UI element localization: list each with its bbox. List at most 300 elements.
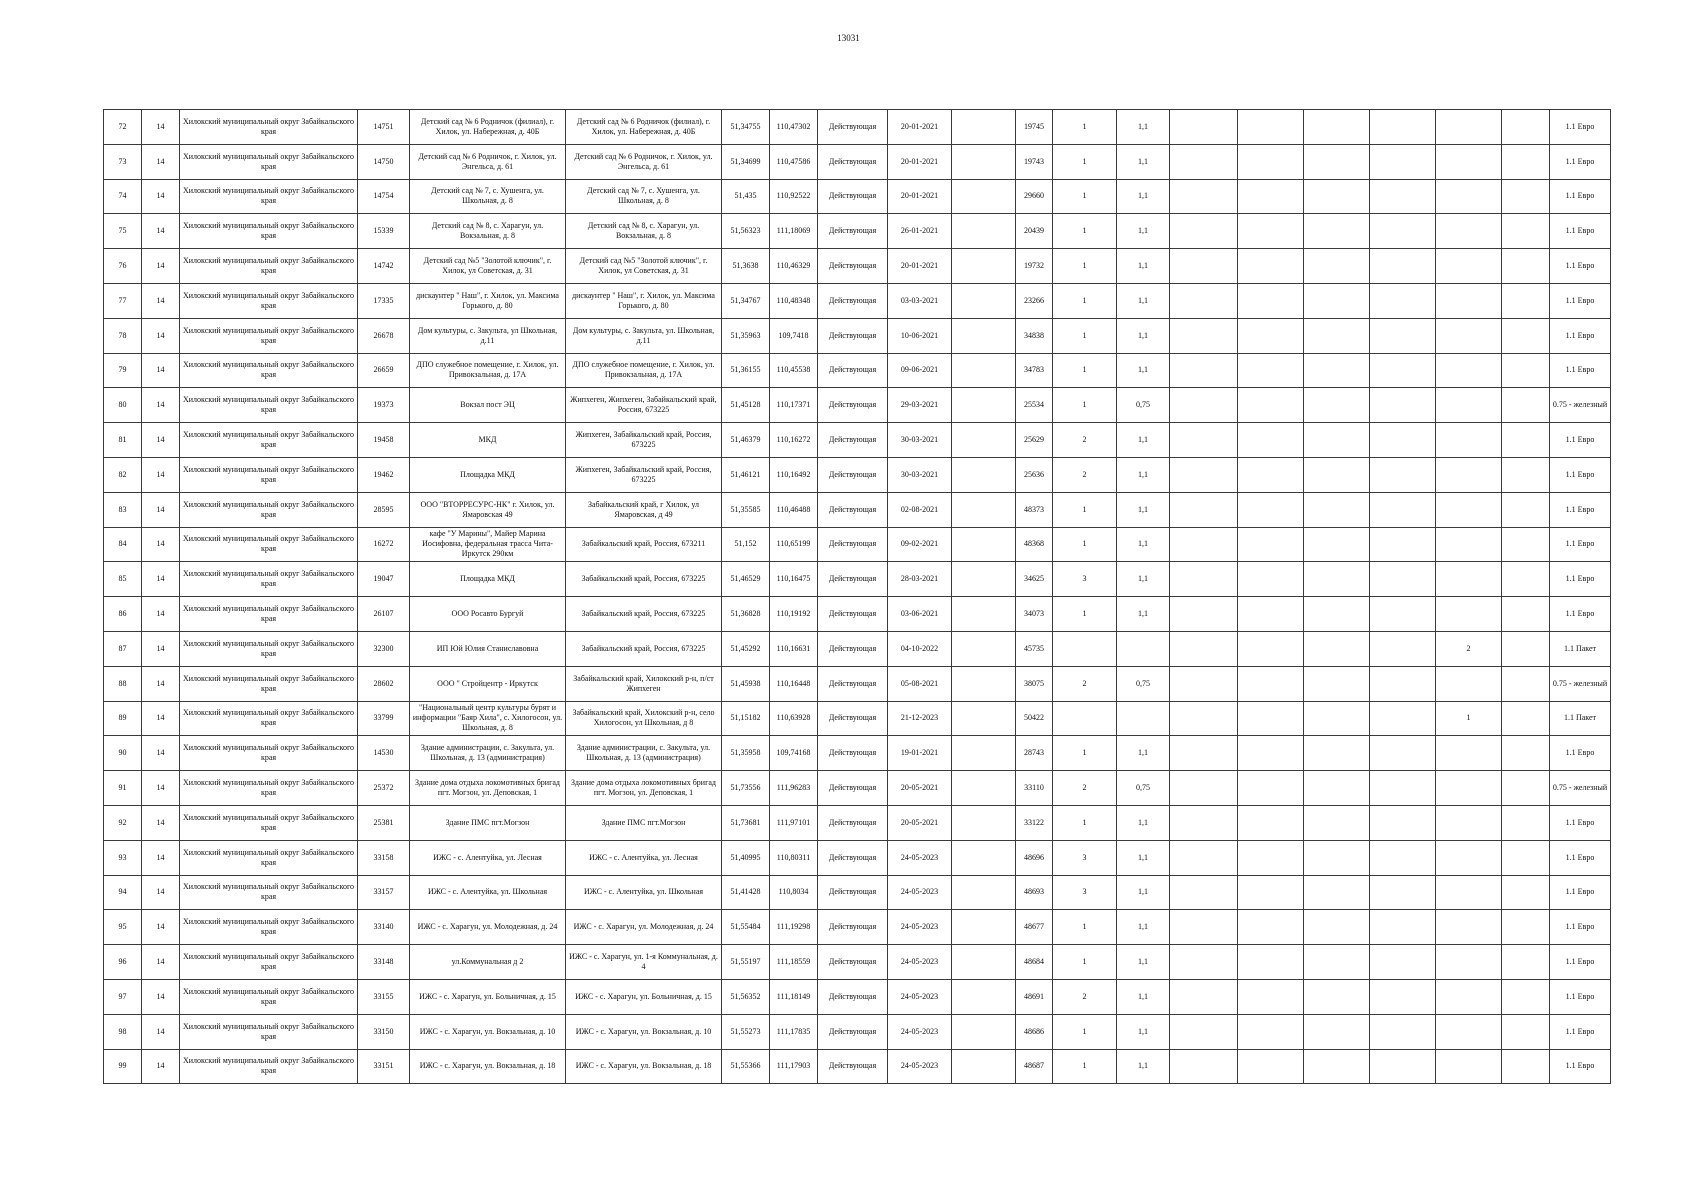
cell-row-number: 76	[104, 249, 142, 284]
table-row	[104, 945, 1611, 980]
cell-empty-cell	[1502, 249, 1550, 284]
registry-body	[104, 110, 1611, 1084]
cell-status: Действующая	[818, 179, 888, 214]
cell-registry-code: 48677	[1016, 910, 1053, 945]
cell-container-count: 2	[1053, 771, 1117, 806]
cell-date: 09-06-2021	[888, 353, 952, 388]
cell-empty-cell	[952, 597, 1016, 632]
cell-empty-cell	[952, 979, 1016, 1014]
cell-empty-cell	[1304, 597, 1370, 632]
cell-longitude: 111,18559	[770, 945, 818, 980]
cell-registry-code: 19732	[1016, 249, 1053, 284]
cell-site-name: Площадка МКД	[410, 457, 566, 492]
cell-empty-cell	[1170, 805, 1238, 840]
table-row	[104, 179, 1611, 214]
cell-district-code: 14	[142, 318, 180, 353]
cell-district-code: 14	[142, 144, 180, 179]
cell-empty-cell	[952, 318, 1016, 353]
cell-status: Действующая	[818, 771, 888, 806]
cell-empty-cell	[1370, 875, 1436, 910]
cell-registry-code: 38075	[1016, 666, 1053, 701]
cell-empty-cell	[1502, 457, 1550, 492]
cell-site-name: ДПО служебное помещение, г. Хилок, ул. Привокзальная, д. 17А	[410, 353, 566, 388]
cell-empty-cell	[1370, 701, 1436, 736]
cell-empty-cell	[1502, 388, 1550, 423]
cell-registry-code: 34625	[1016, 562, 1053, 597]
table-row	[104, 597, 1611, 632]
cell-empty-cell	[952, 562, 1016, 597]
cell-empty-cell	[952, 1014, 1016, 1049]
cell-status: Действующая	[818, 1014, 888, 1049]
cell-container-type: 1.1 Евро	[1550, 736, 1611, 771]
cell-empty-cell	[1238, 110, 1304, 145]
table-row	[104, 875, 1611, 910]
cell-empty-cell	[1502, 666, 1550, 701]
table-row	[104, 283, 1611, 318]
cell-row-number: 78	[104, 318, 142, 353]
cell-latitude: 51,73681	[722, 805, 770, 840]
cell-empty-cell	[1238, 631, 1304, 666]
cell-container-type: 1.1 Евро	[1550, 353, 1611, 388]
cell-date: 24-05-2023	[888, 1014, 952, 1049]
cell-container-volume	[1117, 701, 1170, 736]
cell-empty-cell	[1238, 318, 1304, 353]
cell-row-number: 95	[104, 910, 142, 945]
cell-longitude: 110,19192	[770, 597, 818, 632]
cell-site-id: 33157	[358, 875, 410, 910]
cell-site-name: ИЖС - с. Алентуйка, ул. Школьная	[410, 875, 566, 910]
cell-site-name: "Национальный центр культуры бурят и информации "Баяр Хила", с. Хилогосон, ул. Школьная, д. 8	[410, 701, 566, 736]
cell-empty-cell	[1170, 875, 1238, 910]
cell-status: Действующая	[818, 910, 888, 945]
cell-container-type: 1.1 Евро	[1550, 179, 1611, 214]
cell-site-id: 16272	[358, 527, 410, 562]
cell-date: 21-12-2023	[888, 701, 952, 736]
cell-site-name: Детский сад № 6 Родничок, г. Хилок, ул. Энгельса, д. 61	[410, 144, 566, 179]
cell-district-code: 14	[142, 875, 180, 910]
cell-empty-cell	[1502, 945, 1550, 980]
cell-site-address: ИЖС - с. Алентуйка, ул. Школьная	[566, 875, 722, 910]
cell-empty-cell	[1370, 457, 1436, 492]
cell-empty-cell	[1238, 144, 1304, 179]
cell-row-number: 77	[104, 283, 142, 318]
cell-empty-cell	[1304, 318, 1370, 353]
cell-district-code: 14	[142, 353, 180, 388]
cell-empty-cell	[1370, 492, 1436, 527]
cell-empty-cell	[1502, 214, 1550, 249]
cell-container-type: 1.1 Евро	[1550, 1049, 1611, 1084]
cell-site-address: Забайкальский край, Россия, 673225	[566, 597, 722, 632]
cell-longitude: 110,46329	[770, 249, 818, 284]
cell-site-address: ИЖС - с. Алентуйка, ул. Лесная	[566, 840, 722, 875]
cell-empty-cell	[1370, 527, 1436, 562]
cell-site-name: ИЖС - с. Харагун, ул. Молодежная, д. 24	[410, 910, 566, 945]
cell-longitude: 110,46488	[770, 492, 818, 527]
cell-package-count	[1436, 945, 1502, 980]
cell-empty-cell	[1370, 423, 1436, 458]
cell-container-volume: 0,75	[1117, 388, 1170, 423]
cell-empty-cell	[1170, 353, 1238, 388]
cell-empty-cell	[1304, 423, 1370, 458]
cell-empty-cell	[1502, 527, 1550, 562]
cell-site-id: 14742	[358, 249, 410, 284]
cell-container-count: 1	[1053, 214, 1117, 249]
cell-registry-code: 34783	[1016, 353, 1053, 388]
cell-row-number: 75	[104, 214, 142, 249]
cell-container-count: 2	[1053, 457, 1117, 492]
cell-date: 04-10-2022	[888, 631, 952, 666]
cell-empty-cell	[952, 527, 1016, 562]
cell-latitude: 51,3638	[722, 249, 770, 284]
cell-site-id: 26678	[358, 318, 410, 353]
cell-package-count	[1436, 1014, 1502, 1049]
cell-container-volume	[1117, 631, 1170, 666]
cell-empty-cell	[1238, 875, 1304, 910]
cell-empty-cell	[952, 701, 1016, 736]
cell-district-code: 14	[142, 527, 180, 562]
cell-empty-cell	[1170, 631, 1238, 666]
cell-district-code: 14	[142, 771, 180, 806]
cell-district-code: 14	[142, 457, 180, 492]
cell-site-address: Детский сад № 8, с. Харагун, ул. Вокзальная, д. 8	[566, 214, 722, 249]
cell-package-count	[1436, 353, 1502, 388]
cell-longitude: 110,16492	[770, 457, 818, 492]
cell-latitude: 51,46379	[722, 423, 770, 458]
cell-latitude: 51,152	[722, 527, 770, 562]
cell-empty-cell	[1304, 110, 1370, 145]
cell-package-count	[1436, 666, 1502, 701]
cell-site-name: Детский сад № 7, с. Хушенга, ул. Школьная, д. 8	[410, 179, 566, 214]
cell-municipality: Хилокский муниципальный округ Забайкальского края	[180, 353, 358, 388]
cell-empty-cell	[1304, 214, 1370, 249]
cell-empty-cell	[1370, 249, 1436, 284]
cell-container-count: 1	[1053, 597, 1117, 632]
cell-container-count: 1	[1053, 492, 1117, 527]
cell-latitude: 51,36828	[722, 597, 770, 632]
cell-empty-cell	[1170, 388, 1238, 423]
cell-municipality: Хилокский муниципальный округ Забайкальского края	[180, 110, 358, 145]
table-row	[104, 701, 1611, 736]
cell-package-count	[1436, 318, 1502, 353]
cell-site-address: ИЖС - с. Харагун, ул. Вокзальная, д. 18	[566, 1049, 722, 1084]
cell-latitude: 51,55273	[722, 1014, 770, 1049]
cell-empty-cell	[1304, 353, 1370, 388]
table-row	[104, 144, 1611, 179]
cell-longitude: 110,63928	[770, 701, 818, 736]
cell-container-type: 1.1 Евро	[1550, 110, 1611, 145]
cell-empty-cell	[1238, 979, 1304, 1014]
cell-municipality: Хилокский муниципальный округ Забайкальского края	[180, 179, 358, 214]
cell-package-count	[1436, 214, 1502, 249]
table-row	[104, 353, 1611, 388]
cell-package-count	[1436, 805, 1502, 840]
cell-container-count: 3	[1053, 840, 1117, 875]
cell-site-address: Детский сад № 6 Родничок (филиал), г. Хилок, ул. Набережная, д. 40Б	[566, 110, 722, 145]
cell-site-id: 14751	[358, 110, 410, 145]
cell-site-id: 33158	[358, 840, 410, 875]
cell-container-volume: 1,1	[1117, 805, 1170, 840]
cell-latitude: 51,435	[722, 179, 770, 214]
cell-container-volume: 1,1	[1117, 457, 1170, 492]
cell-package-count	[1436, 1049, 1502, 1084]
cell-container-type: 1.1 Евро	[1550, 1014, 1611, 1049]
cell-empty-cell	[1502, 701, 1550, 736]
cell-site-name: ИЖС - с. Харагун, ул. Вокзальная, д. 18	[410, 1049, 566, 1084]
cell-status: Действующая	[818, 979, 888, 1014]
cell-site-address: Дом культуры, с. Закульта, ул. Школьная, д.11	[566, 318, 722, 353]
cell-empty-cell	[1304, 805, 1370, 840]
cell-empty-cell	[1238, 527, 1304, 562]
cell-status: Действующая	[818, 597, 888, 632]
cell-empty-cell	[1304, 527, 1370, 562]
cell-empty-cell	[1304, 388, 1370, 423]
cell-empty-cell	[1238, 666, 1304, 701]
cell-container-volume: 1,1	[1117, 597, 1170, 632]
cell-empty-cell	[952, 388, 1016, 423]
cell-district-code: 14	[142, 283, 180, 318]
cell-empty-cell	[1238, 1014, 1304, 1049]
cell-latitude: 51,46529	[722, 562, 770, 597]
cell-empty-cell	[952, 736, 1016, 771]
cell-date: 30-03-2021	[888, 457, 952, 492]
cell-empty-cell	[1304, 666, 1370, 701]
cell-empty-cell	[1304, 910, 1370, 945]
cell-container-volume: 1,1	[1117, 492, 1170, 527]
cell-longitude: 110,47586	[770, 144, 818, 179]
cell-site-name: Детский сад № 8, с. Харагун, ул. Вокзальная, д. 8	[410, 214, 566, 249]
cell-site-name: Вокзал пост ЭЦ	[410, 388, 566, 423]
cell-empty-cell	[1370, 110, 1436, 145]
cell-container-type: 1.1 Евро	[1550, 144, 1611, 179]
cell-empty-cell	[952, 144, 1016, 179]
cell-container-count: 1	[1053, 318, 1117, 353]
cell-container-volume: 1,1	[1117, 562, 1170, 597]
cell-longitude: 111,18149	[770, 979, 818, 1014]
cell-site-address: Забайкальский край, г Хилок, ул Ямаровская, д 49	[566, 492, 722, 527]
cell-empty-cell	[1170, 457, 1238, 492]
cell-empty-cell	[1238, 736, 1304, 771]
cell-container-volume: 1,1	[1117, 910, 1170, 945]
cell-empty-cell	[952, 492, 1016, 527]
cell-container-count: 1	[1053, 179, 1117, 214]
cell-district-code: 14	[142, 562, 180, 597]
cell-row-number: 86	[104, 597, 142, 632]
cell-site-id: 33150	[358, 1014, 410, 1049]
cell-empty-cell	[1170, 179, 1238, 214]
cell-date: 24-05-2023	[888, 945, 952, 980]
cell-container-count	[1053, 701, 1117, 736]
cell-site-id: 28602	[358, 666, 410, 701]
cell-status: Действующая	[818, 527, 888, 562]
cell-package-count	[1436, 492, 1502, 527]
cell-longitude: 110,47302	[770, 110, 818, 145]
cell-container-type: 1.1 Евро	[1550, 249, 1611, 284]
cell-site-name: Детский сад №5 "Золотой ключик", г. Хилок, ул Советская, д. 31	[410, 249, 566, 284]
cell-empty-cell	[1370, 666, 1436, 701]
cell-latitude: 51,41428	[722, 875, 770, 910]
cell-container-count: 1	[1053, 736, 1117, 771]
cell-site-id: 14750	[358, 144, 410, 179]
cell-municipality: Хилокский муниципальный округ Забайкальского края	[180, 875, 358, 910]
cell-row-number: 89	[104, 701, 142, 736]
table-row	[104, 527, 1611, 562]
cell-registry-code: 48373	[1016, 492, 1053, 527]
cell-container-volume: 1,1	[1117, 144, 1170, 179]
cell-site-address: ИЖС - с. Харагун, ул. Вокзальная, д. 10	[566, 1014, 722, 1049]
cell-site-address: ИЖС - с. Харагун, ул. Больничная, д. 15	[566, 979, 722, 1014]
cell-empty-cell	[952, 875, 1016, 910]
cell-municipality: Хилокский муниципальный округ Забайкальского края	[180, 562, 358, 597]
cell-site-id: 33148	[358, 945, 410, 980]
cell-date: 24-05-2023	[888, 1049, 952, 1084]
cell-container-type: 1.1 Евро	[1550, 457, 1611, 492]
cell-package-count: 2	[1436, 631, 1502, 666]
cell-container-count: 2	[1053, 666, 1117, 701]
cell-empty-cell	[1304, 249, 1370, 284]
cell-empty-cell	[952, 666, 1016, 701]
cell-latitude: 51,34699	[722, 144, 770, 179]
cell-longitude: 110,45538	[770, 353, 818, 388]
cell-status: Действующая	[818, 701, 888, 736]
cell-empty-cell	[952, 840, 1016, 875]
cell-empty-cell	[1370, 562, 1436, 597]
cell-site-name: ИЖС - с. Алентуйка, ул. Лесная	[410, 840, 566, 875]
cell-empty-cell	[1502, 110, 1550, 145]
cell-empty-cell	[1238, 283, 1304, 318]
cell-latitude: 51,34755	[722, 110, 770, 145]
cell-empty-cell	[1170, 110, 1238, 145]
cell-registry-code: 48684	[1016, 945, 1053, 980]
cell-date: 19-01-2021	[888, 736, 952, 771]
cell-empty-cell	[952, 457, 1016, 492]
cell-container-type: 1.1 Евро	[1550, 910, 1611, 945]
cell-site-id: 19458	[358, 423, 410, 458]
cell-package-count	[1436, 179, 1502, 214]
cell-longitude: 111,97101	[770, 805, 818, 840]
cell-site-address: Здание администрации, с. Закульта, ул. Школьная, д. 13 (администрация)	[566, 736, 722, 771]
cell-empty-cell	[1502, 144, 1550, 179]
cell-longitude: 111,19298	[770, 910, 818, 945]
cell-municipality: Хилокский муниципальный округ Забайкальского края	[180, 701, 358, 736]
cell-empty-cell	[1238, 562, 1304, 597]
page-number: 13031	[837, 33, 860, 43]
cell-empty-cell	[952, 179, 1016, 214]
cell-container-count: 1	[1053, 144, 1117, 179]
cell-container-count: 1	[1053, 1014, 1117, 1049]
cell-district-code: 14	[142, 805, 180, 840]
cell-empty-cell	[952, 910, 1016, 945]
cell-site-address: Забайкальский край, Россия, 673225	[566, 562, 722, 597]
cell-empty-cell	[1170, 666, 1238, 701]
cell-empty-cell	[1238, 597, 1304, 632]
cell-empty-cell	[1170, 736, 1238, 771]
cell-package-count	[1436, 562, 1502, 597]
cell-site-name: ООО "ВТОРРЕСУРС-НК" г. Хилок, ул. Ямаровская 49	[410, 492, 566, 527]
cell-row-number: 88	[104, 666, 142, 701]
cell-container-count: 1	[1053, 353, 1117, 388]
cell-date: 20-01-2021	[888, 144, 952, 179]
cell-empty-cell	[1370, 214, 1436, 249]
cell-site-name: ООО Росавто Бургуй	[410, 597, 566, 632]
cell-latitude: 51,35958	[722, 736, 770, 771]
cell-registry-code: 19743	[1016, 144, 1053, 179]
cell-site-name: ООО " Стройцентр - Иркутск	[410, 666, 566, 701]
cell-site-address: Забайкальский край, Россия, 673225	[566, 631, 722, 666]
cell-empty-cell	[1170, 283, 1238, 318]
cell-empty-cell	[1370, 144, 1436, 179]
cell-site-id: 19373	[358, 388, 410, 423]
cell-empty-cell	[1502, 979, 1550, 1014]
cell-site-name: кафе "У Марины", Майер Марина Иосифовна, федеральная трасса Чита-Иркутск 290км	[410, 527, 566, 562]
table-row	[104, 492, 1611, 527]
cell-registry-code: 23266	[1016, 283, 1053, 318]
cell-empty-cell	[1370, 771, 1436, 806]
cell-empty-cell	[1370, 597, 1436, 632]
cell-site-address: Забайкальский край, Хилокский р-н, село Хилогосон, ул Школьная, д 8	[566, 701, 722, 736]
cell-empty-cell	[1304, 562, 1370, 597]
cell-status: Действующая	[818, 283, 888, 318]
cell-empty-cell	[1304, 736, 1370, 771]
cell-site-address: Забайкальский край, Россия, 673211	[566, 527, 722, 562]
cell-container-type: 0.75 - железный	[1550, 388, 1611, 423]
cell-container-type: 1.1 Евро	[1550, 283, 1611, 318]
cell-empty-cell	[1370, 179, 1436, 214]
cell-municipality: Хилокский муниципальный округ Забайкальского края	[180, 1049, 358, 1084]
cell-site-address: Жипхеген, Забайкальский край, Россия, 673225	[566, 423, 722, 458]
cell-site-id: 33140	[358, 910, 410, 945]
cell-longitude: 110,80311	[770, 840, 818, 875]
table-row	[104, 910, 1611, 945]
cell-empty-cell	[1170, 1014, 1238, 1049]
cell-date: 09-02-2021	[888, 527, 952, 562]
cell-municipality: Хилокский муниципальный округ Забайкальского края	[180, 249, 358, 284]
cell-container-volume: 1,1	[1117, 527, 1170, 562]
cell-site-id: 26107	[358, 597, 410, 632]
cell-district-code: 14	[142, 214, 180, 249]
cell-registry-code: 48691	[1016, 979, 1053, 1014]
cell-district-code: 14	[142, 979, 180, 1014]
cell-container-count: 2	[1053, 423, 1117, 458]
cell-empty-cell	[1304, 1014, 1370, 1049]
cell-district-code: 14	[142, 597, 180, 632]
cell-empty-cell	[1502, 631, 1550, 666]
cell-empty-cell	[1370, 388, 1436, 423]
cell-container-volume: 1,1	[1117, 875, 1170, 910]
cell-status: Действующая	[818, 214, 888, 249]
cell-site-name: Детский сад № 6 Родничок (филиал), г. Хилок, ул. Набережная, д. 40Б	[410, 110, 566, 145]
cell-municipality: Хилокский муниципальный округ Забайкальского края	[180, 736, 358, 771]
cell-date: 29-03-2021	[888, 388, 952, 423]
registry-table	[103, 109, 1611, 1084]
table-row	[104, 736, 1611, 771]
cell-status: Действующая	[818, 945, 888, 980]
cell-site-address: Детский сад № 6 Родничок, г. Хилок, ул. Энгельса, д. 61	[566, 144, 722, 179]
cell-district-code: 14	[142, 945, 180, 980]
table-row	[104, 840, 1611, 875]
cell-container-type: 1.1 Евро	[1550, 840, 1611, 875]
cell-municipality: Хилокский муниципальный округ Забайкальского края	[180, 631, 358, 666]
cell-empty-cell	[1370, 805, 1436, 840]
cell-row-number: 79	[104, 353, 142, 388]
cell-empty-cell	[1370, 283, 1436, 318]
cell-row-number: 92	[104, 805, 142, 840]
cell-package-count	[1436, 736, 1502, 771]
table-row	[104, 805, 1611, 840]
cell-empty-cell	[1502, 875, 1550, 910]
cell-status: Действующая	[818, 318, 888, 353]
cell-date: 03-03-2021	[888, 283, 952, 318]
cell-date: 20-01-2021	[888, 179, 952, 214]
